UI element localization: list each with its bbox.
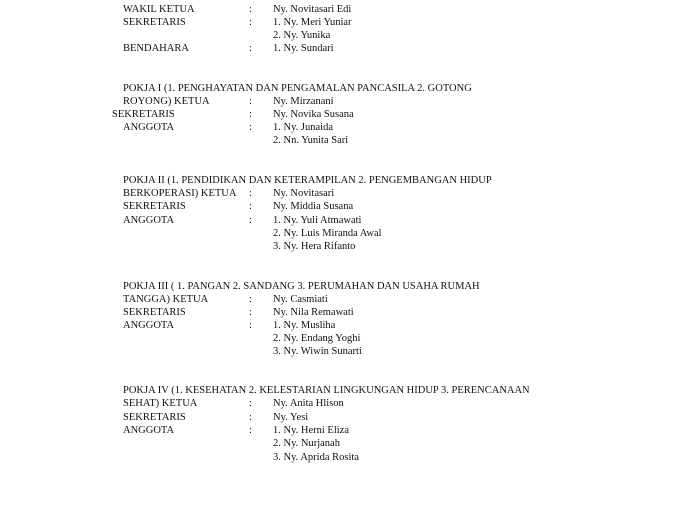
- colon: :: [249, 320, 252, 331]
- pokja1-ketua-label: ROYONG) KETUA: [123, 96, 210, 107]
- colon: :: [249, 201, 252, 212]
- pokja2-ketua: Ny. Novitasari: [273, 188, 335, 199]
- bendahara-label: BENDAHARA: [123, 43, 189, 54]
- colon: :: [249, 96, 252, 107]
- pokja1-anggota: 1. Ny. Junaida: [273, 122, 333, 133]
- pokja2-ketua-label: BERKOPERASI) KETUA: [123, 188, 237, 199]
- colon: :: [249, 4, 252, 15]
- wakil-ketua-value: Ny. Novitasari Edi: [273, 4, 352, 15]
- pokja3-sekretaris: Ny. Nila Remawati: [273, 307, 354, 318]
- sekretaris-value: 1. Ny. Meri Yuniar: [273, 17, 352, 28]
- pokja3-sekretaris-label: SEKRETARIS: [123, 307, 186, 318]
- colon: :: [249, 122, 252, 133]
- pokja3-anggota: 2. Ny. Endang Yoghi: [273, 333, 361, 344]
- pokja4-heading: POKJA IV (1. KESEHATAN 2. KELESTARIAN LINGKUNGAN HIDUP 3. PERENCANAAN: [123, 385, 530, 396]
- pokja2-anggota: 3. Ny. Hera Rifanto: [273, 241, 356, 252]
- pokja3-ketua: Ny. Casmiati: [273, 294, 328, 305]
- colon: :: [249, 425, 252, 436]
- colon: :: [249, 398, 252, 409]
- pokja4-anggota: 1. Ny. Herni Eliza: [273, 425, 350, 436]
- pokja1-heading: POKJA I (1. PENGHAYATAN DAN PENGAMALAN PANCASILA 2. GOTONG: [123, 83, 472, 94]
- colon: :: [249, 109, 252, 120]
- pokja4-anggota: 3. Ny. Aprida Rosita: [273, 452, 359, 463]
- pokja2-sekretaris-label: SEKRETARIS: [123, 201, 186, 212]
- wakil-ketua-label: WAKIL KETUA: [123, 4, 195, 15]
- pokja4-sekretaris-label: SEKRETARIS: [123, 412, 186, 423]
- sekretaris-label: SEKRETARIS: [123, 17, 186, 28]
- bendahara-value: 1. Ny. Sundari: [273, 43, 334, 54]
- colon: :: [249, 412, 252, 423]
- pokja3-anggota-label: ANGGOTA: [123, 320, 175, 331]
- pokja2-sekretaris: Ny. Middia Susana: [273, 201, 354, 212]
- pokja3-ketua-label: TANGGA) KETUA: [123, 294, 209, 305]
- colon: :: [249, 17, 252, 28]
- pokja1-anggota-label: ANGGOTA: [123, 122, 175, 133]
- pokja4-ketua: Ny. Anita Hlison: [273, 398, 344, 409]
- pokja2-heading: POKJA II (1. PENDIDIKAN DAN KETERAMPILAN 2. PENGEMBANGAN HIDUP: [123, 175, 492, 186]
- pokja1-anggota: 2. Nn. Yunita Sari: [273, 135, 349, 146]
- pokja4-sekretaris: Ny. Yesi: [273, 412, 309, 423]
- pokja4-anggota: 2. Ny. Nurjanah: [273, 438, 340, 449]
- colon: :: [249, 43, 252, 54]
- colon: :: [249, 294, 252, 305]
- pokja4-anggota-label: ANGGOTA: [123, 425, 175, 436]
- pokja3-anggota: 3. Ny. Wiwin Sunarti: [273, 346, 362, 357]
- pokja1-ketua: Ny. Mirzanani: [273, 96, 334, 107]
- colon: :: [249, 307, 252, 318]
- pokja2-anggota: 1. Ny. Yuli Atmawati: [273, 215, 362, 226]
- pokja3-heading: POKJA III ( 1. PANGAN 2. SANDANG 3. PERUMAHAN DAN USAHA RUMAH: [123, 281, 480, 292]
- pokja2-anggota-label: ANGGOTA: [123, 215, 175, 226]
- pokja1-sekretaris-label: SEKRETARIS: [112, 109, 175, 120]
- colon: :: [249, 188, 252, 199]
- colon: :: [249, 215, 252, 226]
- pokja3-anggota: 1. Ny. Musliha: [273, 320, 336, 331]
- pokja1-sekretaris: Ny. Novika Susana: [273, 109, 354, 120]
- pokja2-anggota: 2. Ny. Luis Miranda Awal: [273, 228, 382, 239]
- pokja4-ketua-label: SEHAT) KETUA: [123, 398, 198, 409]
- sekretaris-value: 2. Ny. Yunika: [273, 30, 331, 41]
